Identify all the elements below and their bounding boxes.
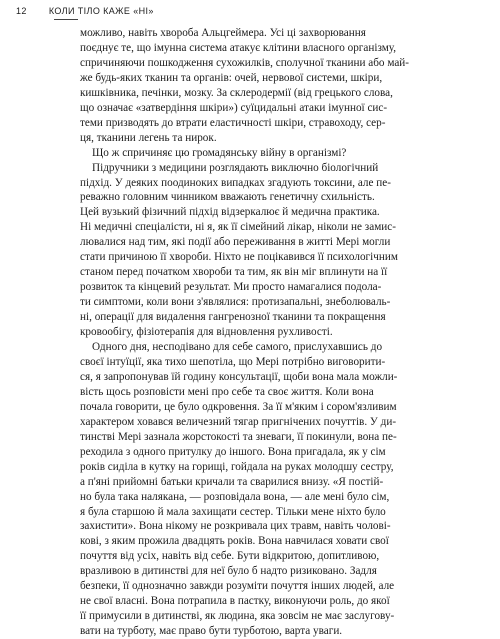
paragraph: [80, 340, 426, 639]
body-text: [80, 26, 426, 639]
text-line: а п'яні прийомні батьки кричали та сварилися внизу. «Я постій-: [80, 475, 384, 488]
text-line: почуття від усіх, навіть від себе. Бути відкритою, допитливою,: [80, 550, 380, 563]
text-line: своєї інтуїції, яка тихо шепотіла, що Мері потрібно виговорити-: [80, 355, 386, 368]
text-line: Одного дня, несподівано для себе самого, прислухавшись до: [92, 341, 383, 354]
text-line: Що ж спричиняє цю громадянську війну в організмі?: [92, 146, 347, 159]
text-line: ся, я запропонував їй годину консультації, щоби вона мала можли-: [80, 370, 398, 383]
header-rule: [54, 19, 78, 20]
text-line: безпеки, її однозначно завжди розуміти почуття інших людей, але: [80, 580, 395, 593]
text-line: станом перед початком хвороби та тим, як він міг вплинути на її: [80, 266, 388, 279]
text-line: ні, операції для видалення гангренозної тканини та покращення: [80, 311, 386, 324]
text-line: вість щось розповісти мені про себе та своє життя. Коли вона: [80, 385, 374, 398]
text-line: можливо, навіть хвороба Альцгеймера. Усі ці захворювання: [80, 27, 366, 39]
text-line: підхід. У деяких поодиноких випадках згадують токсини, але пе-: [80, 176, 391, 189]
paragraph: [80, 146, 426, 161]
text-line: Підручники з медицини розглядають виключно біологічний: [92, 161, 379, 174]
text-line: років сиділа в кутку на горищі, гойдала на руках молодшу сестру,: [80, 460, 394, 473]
text-line: теми призводять до втрати еластичності шкіри, стравоходу, сер-: [80, 116, 386, 129]
text-line: но була така налякана, — розповідала вона, — але мені було сім,: [80, 490, 390, 503]
page-number: 12: [16, 6, 27, 16]
text-line: лювалися над тим, які події або переживання в житті Мері могли: [80, 236, 391, 249]
text-line: ти симптоми, коли вони з'являлися: протизапальні, знеболюваль-: [80, 296, 391, 309]
text-line: же будь-яких тканин та органів: очей, нервової системи, шкіри,: [80, 71, 383, 84]
text-line: кровообігу, фізіотерапія для відновлення рухливості.: [80, 326, 333, 339]
text-line: стати причиною її хвороби. Ніхто не поцікавився її психологічним: [80, 251, 398, 264]
text-line: поєднує те, що імунна система атакує клітини власного організму,: [80, 41, 397, 54]
running-title: КОЛИ ТІЛО КАЖЕ «НІ»: [48, 6, 154, 16]
text-line: ця, тканини легень та нирок.: [80, 131, 217, 144]
text-line: що означає «затвердіння шкіри») суїцидальні атаки імунної сис-: [80, 101, 388, 114]
text-line: почала говорити, це було одкровення. За її м'яким і сором'язливим: [80, 400, 397, 413]
paragraph: [80, 26, 426, 146]
paragraph: [80, 161, 426, 340]
running-header: [16, 2, 484, 20]
text-line: не свої власні. Вона потрапила в пастку, виконуючи роль, до якої: [80, 595, 390, 608]
text-line: розвиток та кінцевий результат. Ми просто намагалися подола-: [80, 281, 382, 294]
text-line: характером ховався величезний тягар пригнічених почуттів. У ди-: [80, 415, 397, 428]
text-line: Цей вузький фізичний підхід відзеркалює й медична практика.: [80, 206, 380, 219]
text-line: Ні медичні спеціалісти, ні я, як її сімейний лікар, ніколи не замис-: [80, 221, 396, 234]
text-line: кові, з яким прожила двадцять років. Вона навчилася ховати свої: [80, 535, 389, 548]
text-line: реважно головним чинником вважають генетичну схильність.: [80, 191, 375, 204]
text-line: захистити». Вона нікому не розкривала цих травм, навіть чолові-: [80, 520, 391, 533]
text-line: спричиняючи пошкодження сухожилків, сполучної тканини або май-: [80, 56, 410, 69]
text-line: вати на турботу, має право бути турботою, варта уваги.: [80, 625, 343, 638]
text-line: її примусили в дитинстві, як людина, яка зовсім не має заслугову-: [80, 610, 395, 623]
text-line: кишківника, печінки, мозку. За склеродермії (від грецького слова,: [80, 86, 393, 99]
text-line: вразливою в дитинстві для неї було б надто ризиковано. Задля: [80, 565, 377, 578]
text-line: тинстві Мері зазнала жорстокості та зневаги, її покинули, вона пе-: [80, 430, 397, 443]
text-line: я була старшою й мала захищати сестер. Тільки мене ніхто було: [80, 505, 386, 518]
text-line: реходила з одного притулку до іншого. Вона пригадала, як у сім: [80, 445, 386, 458]
